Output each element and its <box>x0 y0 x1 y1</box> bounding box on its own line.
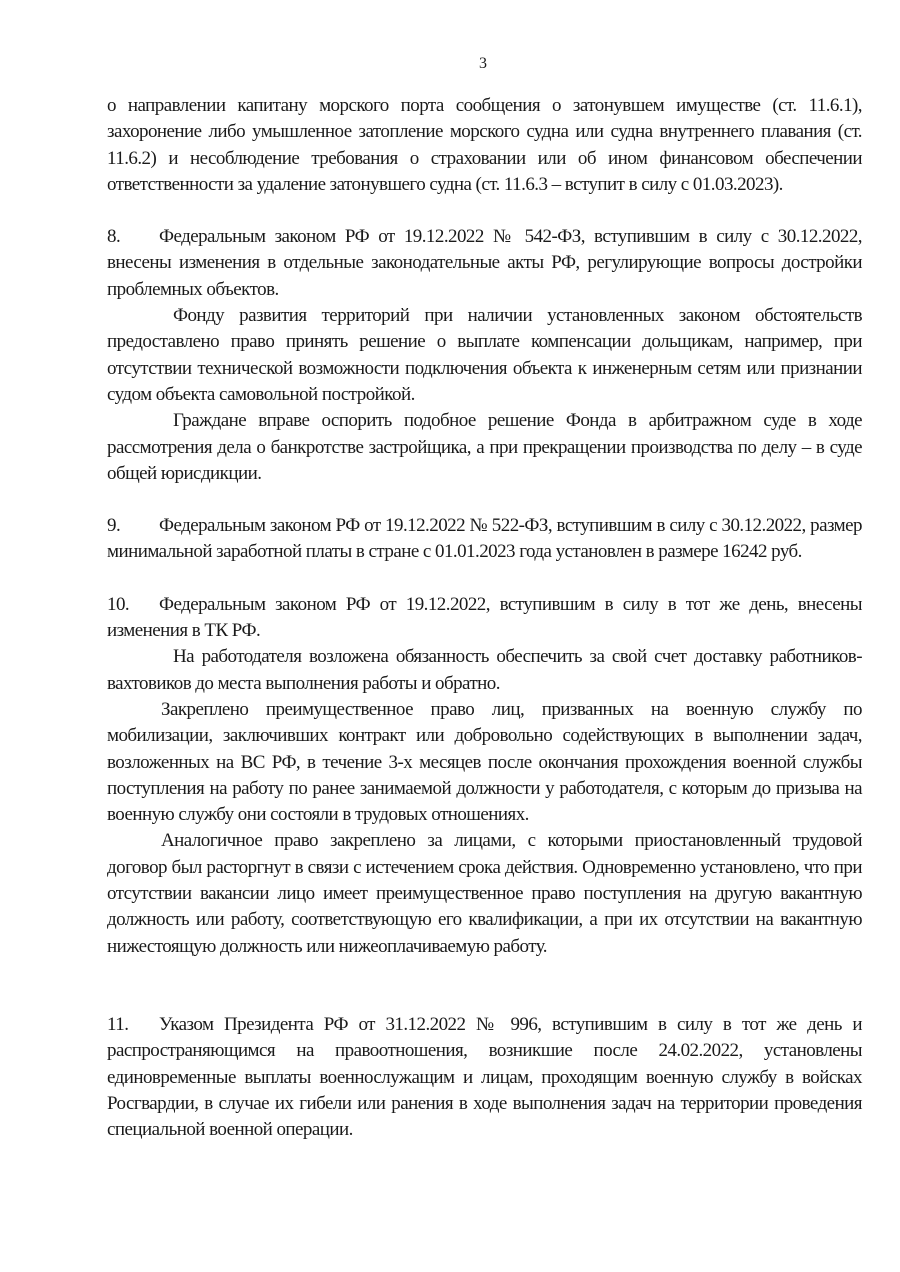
item-8-paragraph-1: Фонду развития территорий при наличии установленных законом обстоятельств предоставлено право принять решение о выплате компенсации дольщикам, например, при отсутствии технической возможности подключения объекта к инженерным сетям или признании судом объекта самовольной постройкой. <box>107 305 862 405</box>
item-number: 9. <box>107 515 121 537</box>
item-8-paragraph-2: Граждане вправе оспорить подобное решение Фонда в арбитражном суде в ходе рассмотрения дела о банкротстве застройщика, а при прекращении производства по делу – в суде общей юрисдикции. <box>107 410 862 484</box>
item-number: 8. <box>107 226 121 248</box>
item-number: 11. <box>107 1013 129 1035</box>
page-number: 3 <box>479 55 487 72</box>
item-number: 10. <box>107 593 130 615</box>
item-text: Федеральным законом РФ от 19.12.2022, вступившим в силу в тот же день, внесены изменения в ТК РФ. <box>107 593 862 642</box>
item-text: Федеральным законом РФ от 19.12.2022 № 522-ФЗ, вступившим в силу с 30.12.2022, размер минимальной заработной платы в стране с 01.01.2023 года установлен в размере 16242 руб. <box>107 515 862 563</box>
intro-paragraph: о направлении капитану морского порта сообщения о затонувшем имуществе (ст. 11.6.1), захоронение либо умышленное затопление морского судна или судна внутреннего плавания (ст. 11.6.2) и несоблюдение требования о страховании или об ином финансовом обеспечении ответственности за удаление затонувшего судна (ст. 11.6.3 – вступит в силу с 01.03.2023). <box>107 95 862 195</box>
item-10 <box>107 592 862 645</box>
document-body <box>107 93 862 1143</box>
item-11 <box>107 1012 862 1143</box>
item-text: Указом Президента РФ от 31.12.2022 № 996, вступившим в силу в тот же день и распространяющимся на правоотношения, возникшие после 24.02.2022, установлены единовременные выплаты военнослужащим и лицам, проходящим военную службу в войсках Росгвардии, в случае их гибели или ранения в ходе выполнения задач на территории проведения специальной военной операции. <box>107 1013 862 1141</box>
item-text: Федеральным законом РФ от 19.12.2022 № 542-ФЗ, вступившим в силу с 30.12.2022, внесены изменения в отдельные законодательные акты РФ, регулирующие вопросы достройки проблемных объектов. <box>107 226 862 300</box>
item-10-paragraph-2: Закреплено преимущественное право лиц, призванных на военную службу по мобилизации, заключивших контракт или добровольно содействующих в выполнении задач, возложенных на ВС РФ, в течение 3-х месяцев после окончания прохождения военной службы поступления на работу по ранее занимаемой должности у работодателя, с которым до призыва на военную службу они состояли в трудовых отношениях. <box>107 698 862 826</box>
item-10-paragraph-3: Аналогичное право закреплено за лицами, с которыми приостановленный трудовой договор был расторгнут в связи с истечением срока действия. Одновременно установлено, что при отсутствии вакансии лицо имеет преимущественное право поступления на другую вакантную должность или работу, соответствующую его квалификации, а при их отсутствии на вакантную нижестоящую должность или нижеоплачиваемую работу. <box>107 830 862 957</box>
item-8 <box>107 224 862 303</box>
item-10-paragraph-1: На работодателя возложена обязанность обеспечить за свой счет доставку работников-вахтовиков до места выполнения работы и обратно. <box>107 646 862 694</box>
item-9 <box>107 513 862 566</box>
